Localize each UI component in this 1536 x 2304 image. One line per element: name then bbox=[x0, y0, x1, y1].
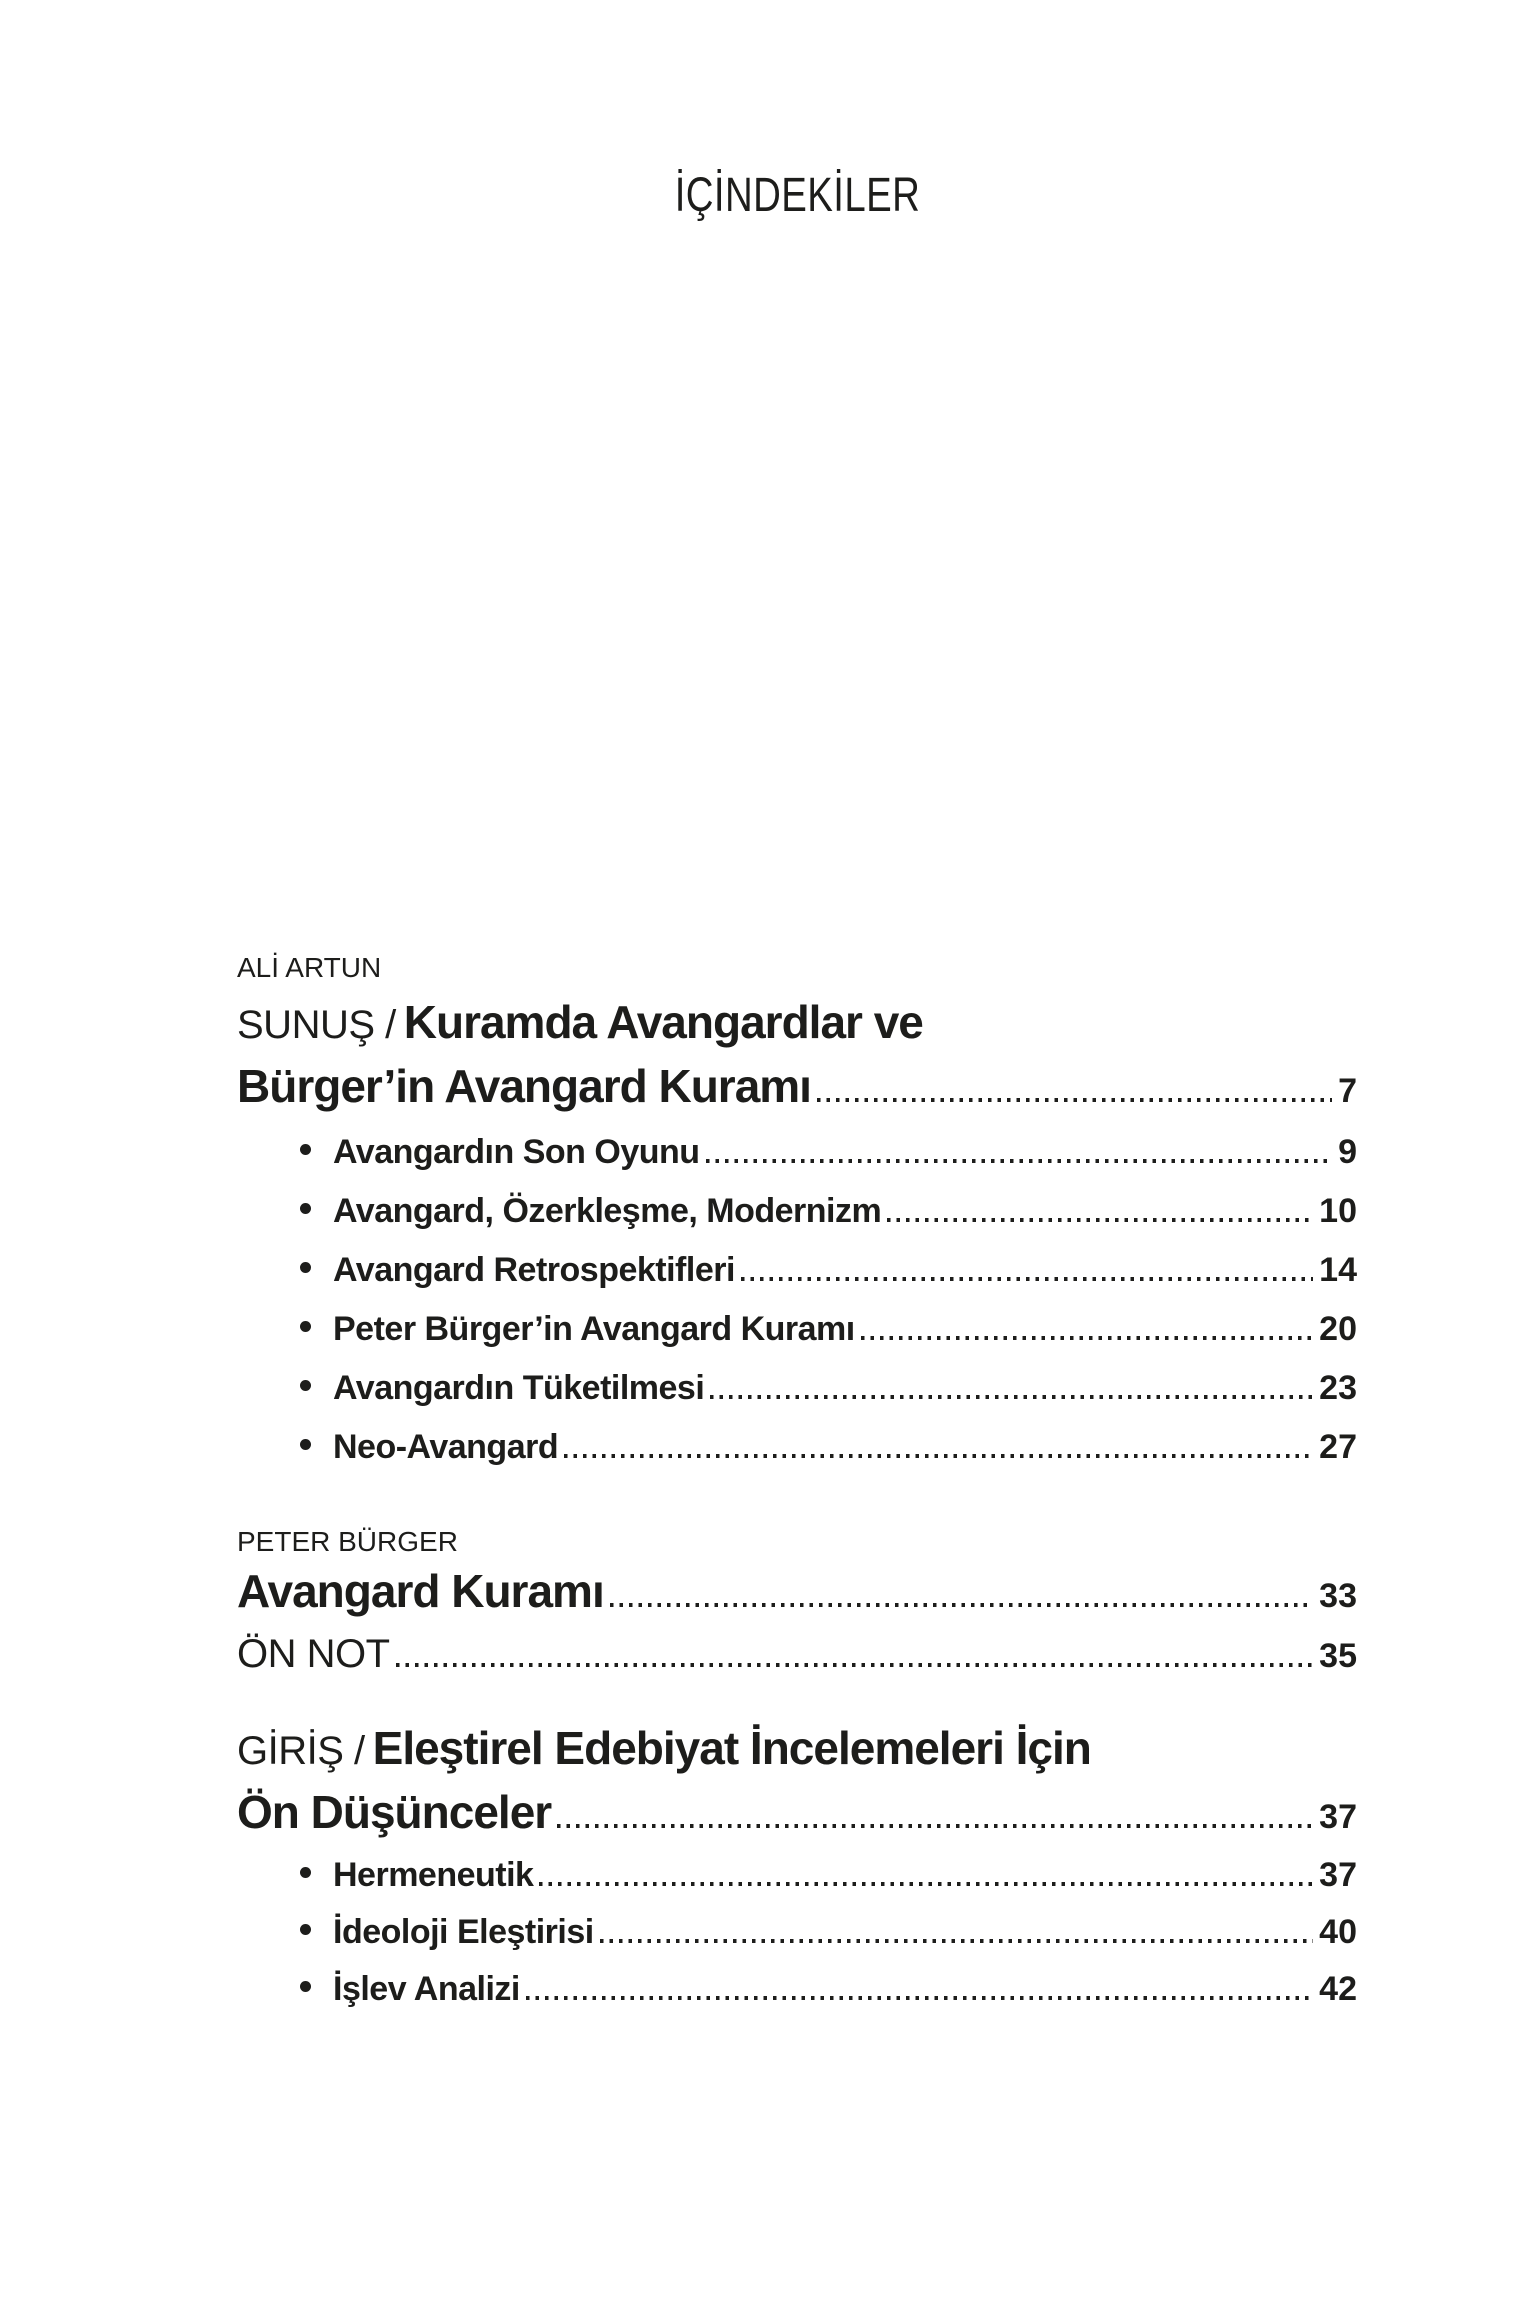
page-title-text: İÇİNDEKİLER bbox=[674, 169, 920, 222]
page-number: 27 bbox=[1319, 1428, 1357, 1466]
bullet-icon bbox=[300, 1321, 311, 1332]
author-name: ALİ ARTUN bbox=[237, 952, 382, 983]
section-heading-line1 bbox=[237, 996, 1357, 1060]
page-number: 20 bbox=[1319, 1310, 1357, 1348]
toc-item bbox=[333, 1904, 1357, 1961]
toc-section-giris bbox=[237, 1722, 1357, 2018]
heading-prefix: GİRİŞ / bbox=[237, 1729, 365, 1773]
page-number: 23 bbox=[1319, 1369, 1357, 1407]
page-number: 33 bbox=[1319, 1577, 1357, 1615]
dot-leader bbox=[710, 1395, 1313, 1399]
page-number: 37 bbox=[1319, 1798, 1357, 1836]
toc-item bbox=[333, 1847, 1357, 1904]
section-heading-line2 bbox=[237, 1786, 1357, 1843]
dot-leader bbox=[539, 1882, 1313, 1886]
toc-section-burger bbox=[237, 1524, 1357, 1682]
toc-item-label: Hermeneutik bbox=[333, 1856, 534, 1894]
page-number: 14 bbox=[1319, 1251, 1357, 1289]
page-number: 9 bbox=[1338, 1133, 1357, 1171]
page-number: 40 bbox=[1319, 1913, 1357, 1951]
dot-leader bbox=[861, 1336, 1313, 1340]
page-number: 35 bbox=[1319, 1637, 1357, 1675]
toc-item-label: İşlev Analizi bbox=[333, 1970, 520, 2008]
bullet-icon bbox=[300, 1262, 311, 1273]
dot-leader bbox=[610, 1603, 1313, 1607]
section-heading-line2 bbox=[237, 1060, 1357, 1117]
dot-leader bbox=[741, 1277, 1313, 1281]
dot-leader bbox=[557, 1824, 1313, 1828]
toc-item-label: Avangardın Son Oyunu bbox=[333, 1133, 700, 1171]
toc-item-label: İdeoloji Eleştirisi bbox=[333, 1913, 594, 1951]
toc-item bbox=[333, 1359, 1357, 1418]
toc-section-sunus bbox=[237, 950, 1357, 1477]
heading-title: Bürger’in Avangard Kuramı bbox=[237, 1060, 811, 1112]
toc-content bbox=[237, 0, 1357, 2304]
dot-leader bbox=[887, 1218, 1313, 1222]
heading-title: Kuramda Avangardlar ve bbox=[403, 996, 923, 1048]
bullet-icon bbox=[300, 1203, 311, 1214]
toc-item bbox=[333, 1961, 1357, 2018]
bullet-icon bbox=[300, 1867, 311, 1878]
heading-prefix: SUNUŞ / bbox=[237, 1003, 396, 1047]
dot-leader bbox=[706, 1159, 1333, 1163]
page-number: 42 bbox=[1319, 1970, 1357, 2008]
toc-item-label: Neo-Avangard bbox=[333, 1428, 559, 1466]
bullet-icon bbox=[300, 1439, 311, 1450]
dot-leader bbox=[600, 1939, 1313, 1943]
toc-item bbox=[333, 1123, 1357, 1182]
dot-leader bbox=[396, 1663, 1314, 1667]
toc-item-label: Avangardın Tüketilmesi bbox=[333, 1369, 705, 1407]
bullet-icon bbox=[300, 1144, 311, 1155]
toc-item-list bbox=[237, 1847, 1357, 2018]
toc-item bbox=[333, 1182, 1357, 1241]
heading-title: Ön Düşünceler bbox=[237, 1786, 552, 1838]
book-title-entry bbox=[237, 1564, 1357, 1623]
toc-entry-label: Avangard Kuramı bbox=[237, 1565, 604, 1617]
page-number: 37 bbox=[1319, 1856, 1357, 1894]
toc-item-list bbox=[237, 1123, 1357, 1477]
toc-item-label: Avangard, Özerkleşme, Modernizm bbox=[333, 1192, 882, 1230]
dot-leader bbox=[526, 1996, 1313, 2000]
page-number: 10 bbox=[1319, 1192, 1357, 1230]
toc-item bbox=[333, 1418, 1357, 1477]
bullet-icon bbox=[300, 1981, 311, 1992]
toc-item-label: Avangard Retrospektifleri bbox=[333, 1251, 735, 1289]
author-name: PETER BÜRGER bbox=[237, 1526, 458, 1557]
toc-item bbox=[333, 1241, 1357, 1300]
dot-leader bbox=[564, 1454, 1313, 1458]
page-number: 7 bbox=[1338, 1072, 1357, 1110]
toc-item bbox=[333, 1300, 1357, 1359]
toc-entry-label: ÖN NOT bbox=[237, 1632, 390, 1676]
bullet-icon bbox=[300, 1380, 311, 1391]
toc-item-label: Peter Bürger’in Avangard Kuramı bbox=[333, 1310, 855, 1348]
section-heading-line1 bbox=[237, 1722, 1357, 1786]
dot-leader bbox=[817, 1098, 1332, 1102]
heading-title: Eleştirel Edebiyat İncelemeleri İçin bbox=[372, 1722, 1091, 1774]
note-entry bbox=[237, 1628, 1357, 1682]
bullet-icon bbox=[300, 1924, 311, 1935]
